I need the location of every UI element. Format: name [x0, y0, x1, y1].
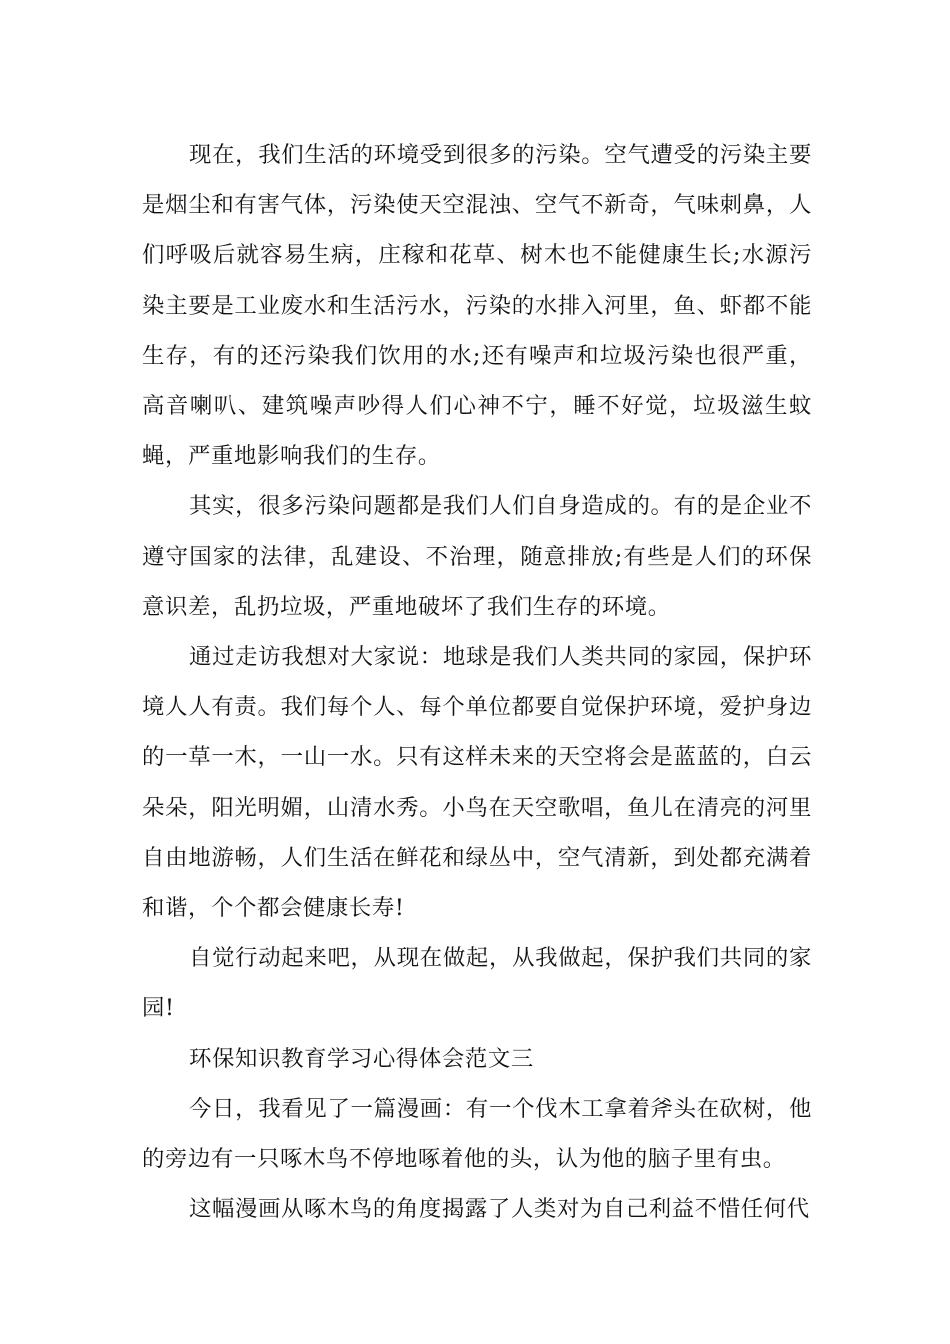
paragraph-call-to-action: 自觉行动起来吧，从现在做起，从我做起，保护我们共同的家园! — [142, 945, 812, 1022]
paragraph-pollution-causes: 其实，很多污染问题都是我们人们自身造成的。有的是企业不遵守国家的法律，乱建设、不治理，随意排放;有些是人们的环保意识差，乱扔垃圾，严重地破坏了我们生存的环境。 — [142, 493, 812, 620]
section-heading: 环保知识教育学习心得体会范文三 — [189, 1045, 534, 1072]
paragraph-protect-environment: 通过走访我想对大家说：地球是我们人类共同的家园，保护环境人人有责。我们每个人、每个单位都要自觉保护环境，爱护身边的一草一木，一山一水。只有这样未来的天空将会是蓝蓝的，白云朵朵，阳光明媚，山清水秀。小鸟在天空歌唱，鱼儿在清亮的河里自由地游畅，人们生活在鲜花和绿丛中，空气清新，到处都充满着和谐，个个都会健康长寿! — [142, 644, 812, 922]
paragraph-cartoon-analysis: 这幅漫画从啄木鸟的角度揭露了人类对为自己利益不惜任何代 — [189, 1196, 810, 1223]
document-body — [142, 130, 812, 1234]
paragraph-cartoon-description: 今日，我看见了一篇漫画：有一个伐木工拿着斧头在砍树，他的旁边有一只啄木鸟不停地啄着他的头，认为他的脑子里有虫。 — [142, 1095, 812, 1173]
paragraph-pollution-overview: 现在，我们生活的环境受到很多的污染。空气遭受的污染主要是烟尘和有害气体，污染使天空混浊、空气不新奇，气味刺鼻，人们呼吸后就容易生病，庄稼和花草、树木也不能健康生长;水源污染主要是工业废水和生活污水，污染的水排入河里，鱼、虾都不能生存，有的还污染我们饮用的水;还有噪声和垃圾污染也很严重，高音喇叭、建筑噪声吵得人们心神不宁，睡不好觉，垃圾滋生蚊蝇，严重地影响我们的生存。 — [142, 142, 812, 470]
